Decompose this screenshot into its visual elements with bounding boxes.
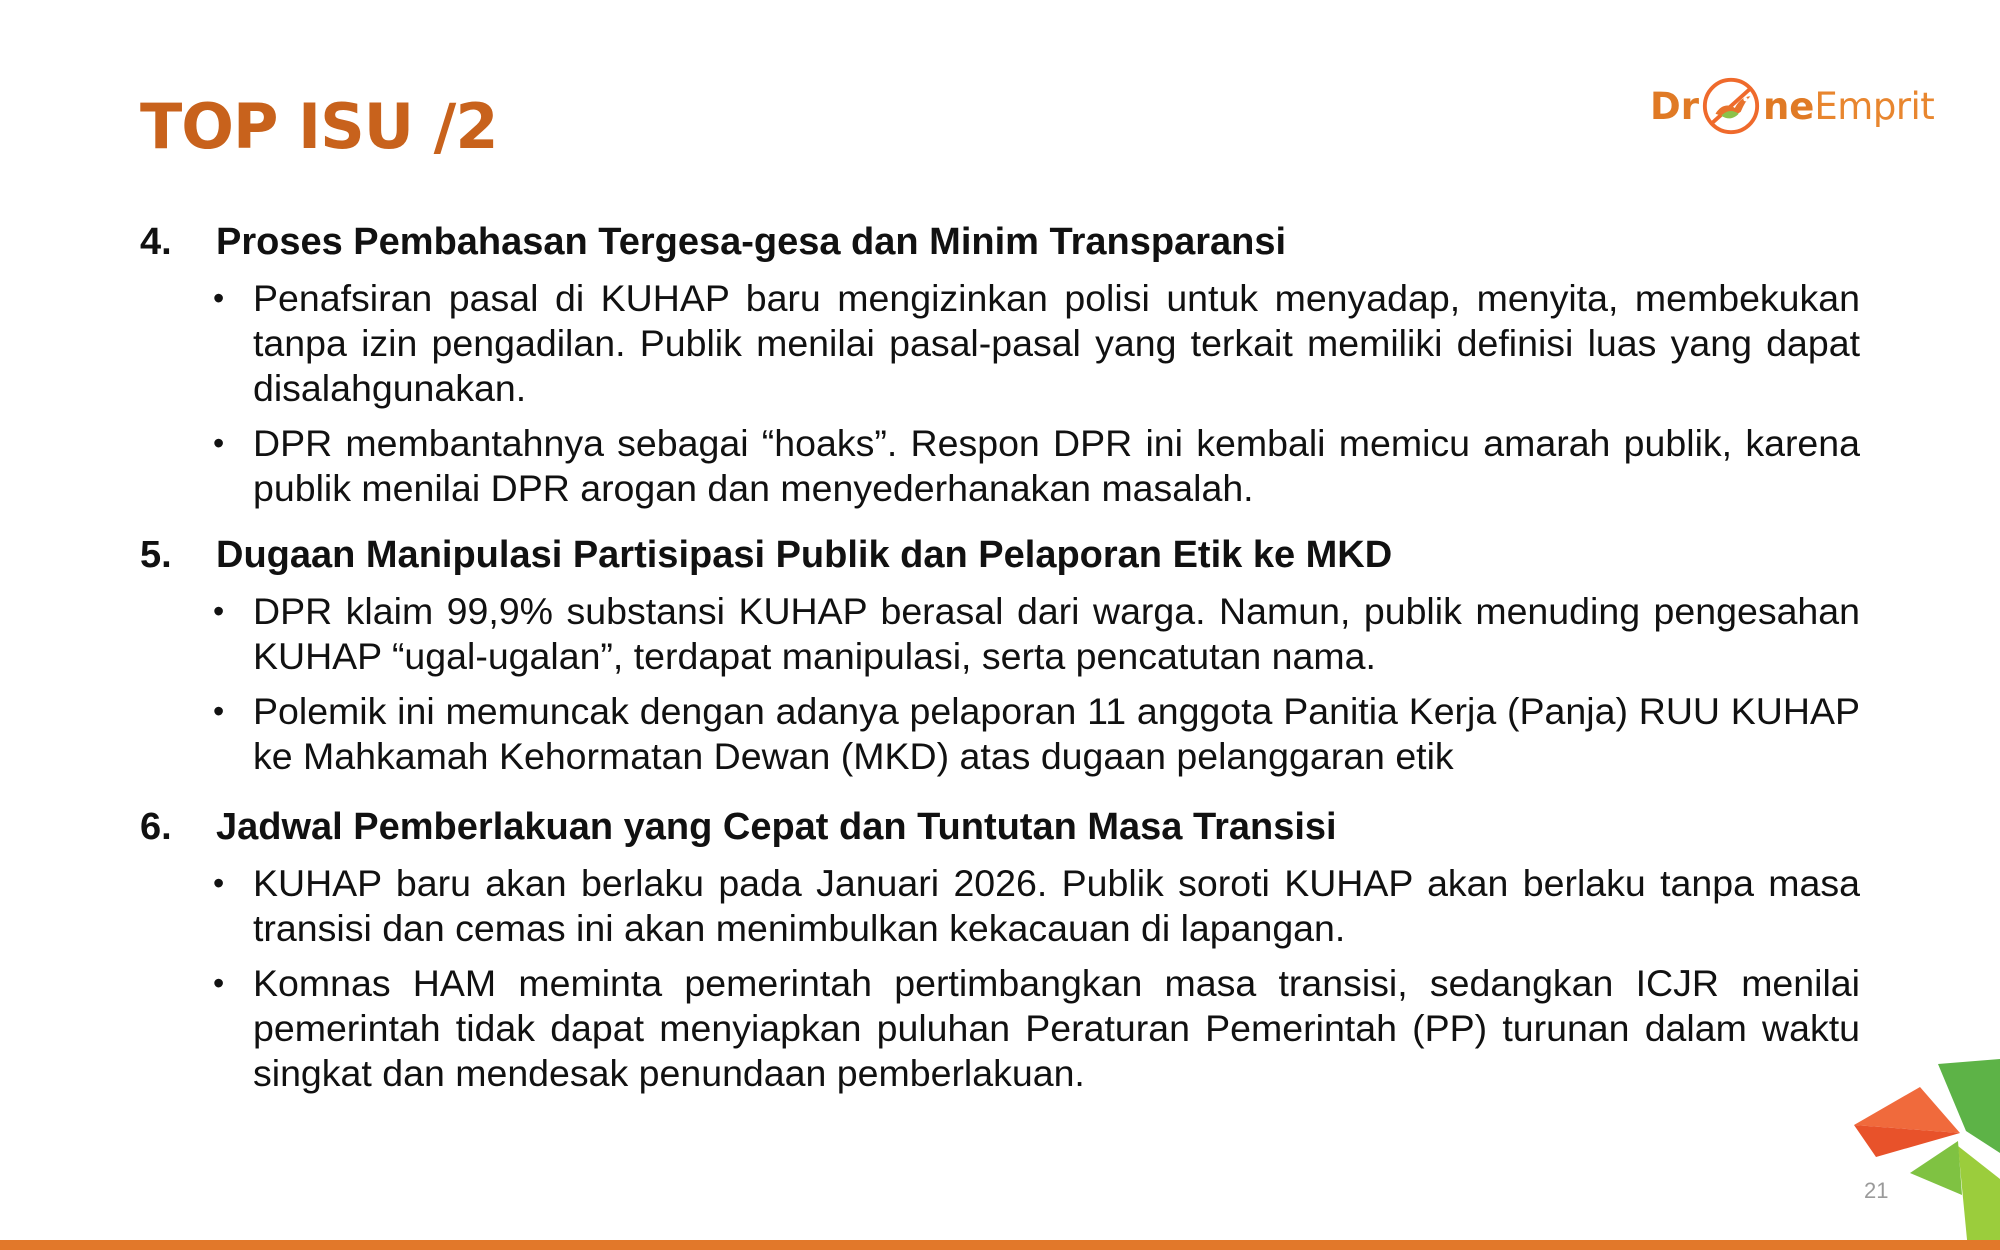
- issue-section-4: [140, 218, 1860, 511]
- section-heading: [140, 531, 1860, 579]
- section-title: Dugaan Manipulasi Partisipasi Publik dan Pelaporan Etik ke MKD: [216, 534, 1393, 576]
- section-heading: [140, 803, 1860, 851]
- issue-list: [140, 218, 1860, 1096]
- page-number: 21: [1864, 1178, 1889, 1203]
- logo-text-emprit: Emprit: [1814, 84, 1935, 128]
- bullet-list: [140, 276, 1860, 511]
- bullet-item: [213, 589, 1860, 679]
- bullet-text: Penafsiran pasal di KUHAP baru mengizinkan polisi untuk menyadap, menyita, membekukan tanpa izin pengadilan. Publik menilai pasal-pasal yang terkait memiliki definisi luas yang dapat disalahgunakan.: [253, 277, 1860, 409]
- bullet-text: DPR klaim 99,9% substansi KUHAP berasal dari warga. Namun, publik menuding pengesahan KUHAP “ugal-ugalan”, terdapat manipulasi, serta pencatutan nama.: [253, 590, 1860, 677]
- bullet-list: [140, 861, 1860, 1096]
- slide-title: TOP ISU /2: [140, 90, 498, 163]
- bullet-text: KUHAP baru akan berlaku pada Januari 2026. Publik soroti KUHAP akan berlaku tanpa masa transisi dan cemas ini akan menimbulkan kekacauan di lapangan.: [253, 862, 1860, 949]
- bullet-dot: •: [213, 280, 225, 316]
- bullet-item: [213, 689, 1860, 779]
- bullet-item: [213, 961, 1860, 1096]
- logo-text-dr: Dr: [1650, 84, 1699, 128]
- bullet-dot: •: [213, 693, 225, 729]
- section-title: Proses Pembahasan Tergesa-gesa dan Minim Transparansi: [216, 221, 1287, 263]
- bullet-text: Komnas HAM meminta pemerintah pertimbangkan masa transisi, sedangkan ICJR menilai pemerintah tidak dapat menyiapkan puluhan Peraturan Pemerintah (PP) turunan dalam waktu singkat dan mendesak penundaan pemberlakuan.: [253, 962, 1860, 1094]
- section-number: 5.: [140, 534, 172, 576]
- bottom-accent-bar: [0, 1240, 2000, 1250]
- section-heading: [140, 218, 1860, 266]
- corner-decoration: [1840, 1055, 2000, 1250]
- bullet-item: [213, 421, 1860, 511]
- bullet-dot: •: [213, 425, 225, 461]
- bullet-dot: •: [213, 865, 225, 901]
- bullet-item: [213, 861, 1860, 951]
- section-title: Jadwal Pemberlakuan yang Cepat dan Tuntutan Masa Transisi: [216, 806, 1337, 848]
- bird-circle-icon: [1700, 75, 1762, 137]
- bullet-dot: •: [213, 965, 225, 1001]
- bullet-text: Polemik ini memuncak dengan adanya pelaporan 11 anggota Panitia Kerja (Panja) RUU KUHAP ke Mahkamah Kehormatan Dewan (MKD) atas dugaan pelanggaran etik: [253, 690, 1860, 777]
- drone-emprit-logo: [1650, 74, 1935, 138]
- bullet-item: [213, 276, 1860, 411]
- bullet-dot: •: [213, 593, 225, 629]
- logo-text-ne: ne: [1762, 84, 1815, 128]
- bullet-list: [140, 589, 1860, 779]
- issue-section-6: [140, 803, 1860, 1096]
- bullet-text: DPR membantahnya sebagai “hoaks”. Respon DPR ini kembali memicu amarah publik, karena publik menilai DPR arogan dan menyederhanakan masalah.: [253, 422, 1860, 509]
- issue-section-5: [140, 531, 1860, 779]
- section-number: 6.: [140, 806, 172, 848]
- section-number: 4.: [140, 221, 172, 263]
